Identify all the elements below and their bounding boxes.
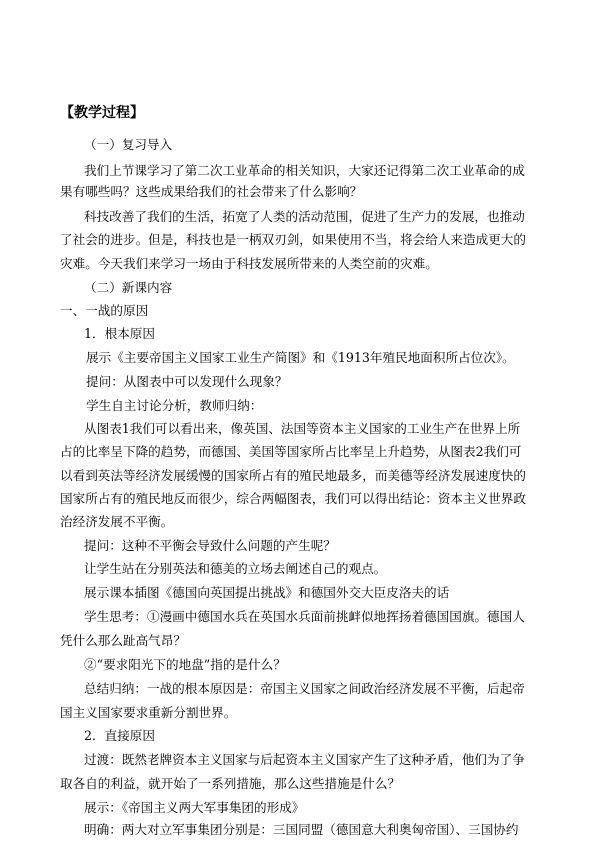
section-heading: 【教学过程】 <box>60 105 144 121</box>
text-line: 让学生站在分别英法和德美的立场去阐述自己的观点。 <box>84 561 387 576</box>
text-line: 了社会的进步。但是，科技也是一柄双刃剑，如果使用不当，将会给人来造成更大的 <box>60 232 526 247</box>
text-line: 展示：《帝国主义两大军事集团的形成》 <box>84 800 305 815</box>
text-line: 展示课本插图《德国向英国提出挑战》和德国外交大臣皮洛夫的话 <box>84 585 450 600</box>
text-line: 学生思考：①漫画中德国水兵在英国水兵面前挑衅似地挥扬着德国国旗。德国人 <box>84 609 525 624</box>
text-line: 展示《主要帝国主义国家工业生产简图》和《1913年殖民地面积所占位次》。 <box>86 350 515 365</box>
text-line: 提问：从图表中可以发现什么现象？ <box>86 374 288 389</box>
text-line: 凭什么那么趾高气昂？ <box>60 633 186 648</box>
text-line: 取各自的利益，就开始了一系列措施，那么这些措施是什么？ <box>60 776 401 791</box>
text-line: 2．直接原因 <box>84 728 155 743</box>
text-line: 从图表1我们可以看出来，像英国、法国等资本主义国家的工业生产在世界上所 <box>84 421 521 436</box>
text-line: 科技改善了我们的生活，拓宽了人类的活动范围，促进了生产力的发展，也推动 <box>84 209 525 224</box>
text-line: （二）新课内容 <box>84 280 173 295</box>
text-line: 一、一战的原因 <box>60 303 149 318</box>
text-line: 1．根本原因 <box>84 326 155 341</box>
text-line: 国家所占有的殖民地反而很少，综合两幅图表，我们可以得出结论：资本主义世界政 <box>60 491 526 506</box>
text-line: 灾难。今天我们来学习一场由于科技发展所带来的人类空前的灾难。 <box>60 256 438 271</box>
text-line: 以看到英法等经济发展缓慢的国家所占有的殖民地最多，而美德等经济发展速度快的 <box>60 468 526 483</box>
text-line: 国主义国家要求重新分割世界。 <box>60 705 237 720</box>
text-line: 果有哪些吗？这些成果给我们的社会带来了什么影响？ <box>60 184 363 199</box>
text-line: ②“要求阳光下的地盘”指的是什么？ <box>84 657 286 672</box>
text-line: 治经济发展不平衡。 <box>60 514 174 529</box>
text-line: 学生自主讨论分析，教师归纳： <box>86 398 263 413</box>
text-line: 过渡：既然老牌资本主义国家与后起资本主义国家产生了这种矛盾，他们为了争 <box>84 752 525 767</box>
text-line: 占的比率呈下降的趋势，而德国、美国等国家所占比率呈上升趋势，从图表2我们可 <box>60 444 522 459</box>
text-line: 我们上节课学习了第二次工业革命的相关知识，大家还记得第二次工业革命的成 <box>84 163 525 178</box>
text-line: 明确：两大对立军事集团分别是：三国同盟（德国意大利奥匈帝国）、三国协约 <box>84 822 519 837</box>
text-line: 总结归纳：一战的根本原因是：帝国主义国家之间政治经济发展不平衡，后起帝 <box>84 681 525 696</box>
text-line: 提问：这种不平衡会导致什么问题的产生呢？ <box>84 538 336 553</box>
text-line: （一）复习导入 <box>84 137 173 152</box>
